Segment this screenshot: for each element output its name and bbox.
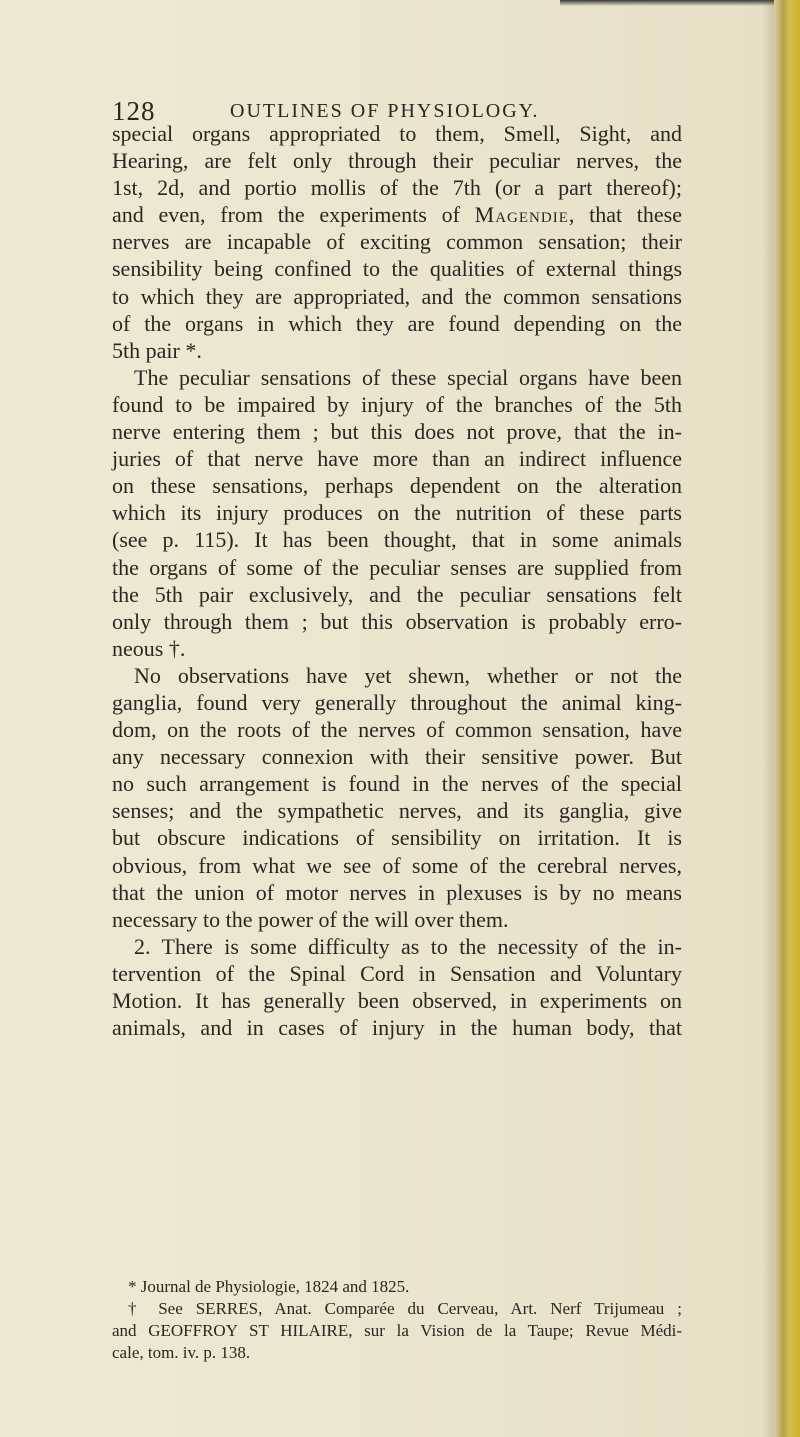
footnote-line: and GEOFFROY ST HILAIRE, sur la Vision de la Taupe; Revue Médi- [112,1321,682,1340]
gutter-shadow [762,0,774,1437]
footnote-star: * Journal de Physiologie, 1824 and 1825. [128,1277,410,1296]
paragraph-start: The peculiar sensations of these special organs have been [134,364,682,390]
text-line: neous †. [112,635,186,661]
text-line: Motion. It has generally been observed, in experiments on [112,988,682,1013]
text-line: to which they are appropriated, and the common sensations [112,283,682,309]
page-number: 128 [112,96,156,126]
footnotes [112,1276,682,1364]
text-line: nerves are incapable of exciting common sensation; their [112,229,682,255]
text-line: juries of that nerve have more than an indirect influence [112,446,682,472]
text-line: tervention of the Spinal Cord in Sensation and Voluntary [112,960,682,986]
text-line: ganglia, found very generally throughout the animal king- [112,689,682,715]
text-line: necessary to the power of the will over them. [112,906,509,932]
footnote-dagger: † See SERRES, Anat. Comparée du Cerveau, Art. Nerf Trijumeau ; [128,1299,682,1318]
text-line-magendie [112,201,682,228]
text-line: only through them ; but this observation is probably erro- [112,608,682,634]
text-fragment: and even, from the experiments of [112,202,475,228]
running-title: OUTLINES OF PHYSIOLOGY. [230,100,540,122]
text-line: special organs appropriated to them, Smell, Sight, and [112,121,682,146]
paragraph-start: 2. There is some difficulty as to the necessity of the in- [134,933,682,959]
text-line: 1st, 2d, and portio mollis of the 7th (or a part thereof); [112,175,682,201]
footnote-line: cale, tom. iv. p. 138. [112,1343,251,1362]
text-line: dom, on the roots of the nerves of common sensation, have [112,717,682,743]
text-line: which its injury produces on the nutrition of these parts [112,500,682,526]
text-line: any necessary connexion with their sensitive power. But [112,744,682,770]
text-line: obvious, from what we see of some of the cerebral nerves, [112,852,682,878]
text-line: sensibility being confined to the qualities of external things [112,256,682,282]
text-line: nerve entering them ; but this does not prove, that the in- [112,419,682,445]
text-line: 5th pair *. [112,337,202,363]
text-line: animals, and in cases of injury in the human body, that [112,1015,682,1041]
text-line: on these sensations, perhaps dependent on the alteration [112,473,682,499]
text-line: no such arrangement is found in the nerves of the special [112,771,682,797]
text-line: but obscure indications of sensibility on irritation. It is [112,825,682,851]
paragraph-start: No observations have yet shewn, whether or not the [134,662,682,688]
text-line: that the union of motor nerves in plexuses is by no means [112,879,682,905]
text-line: the 5th pair exclusively, and the peculiar sensations felt [112,581,682,607]
text-line: found to be impaired by injury of the branches of the 5th [112,391,682,417]
text-fragment: , that these [568,202,683,228]
text-line: of the organs in which they are found depending on the [112,310,682,336]
book-spine-edge [774,0,800,1437]
text-line: (see p. 115). It has been thought, that in some animals [112,527,682,553]
text-line: the organs of some of the peculiar senses are supplied from [112,554,682,580]
text-line: Hearing, are felt only through their peculiar nerves, the [112,148,682,174]
text-line: senses; and the sympathetic nerves, and its ganglia, give [112,798,682,824]
author-name-magendie: Magendie [474,202,569,228]
body-text [112,120,682,1041]
